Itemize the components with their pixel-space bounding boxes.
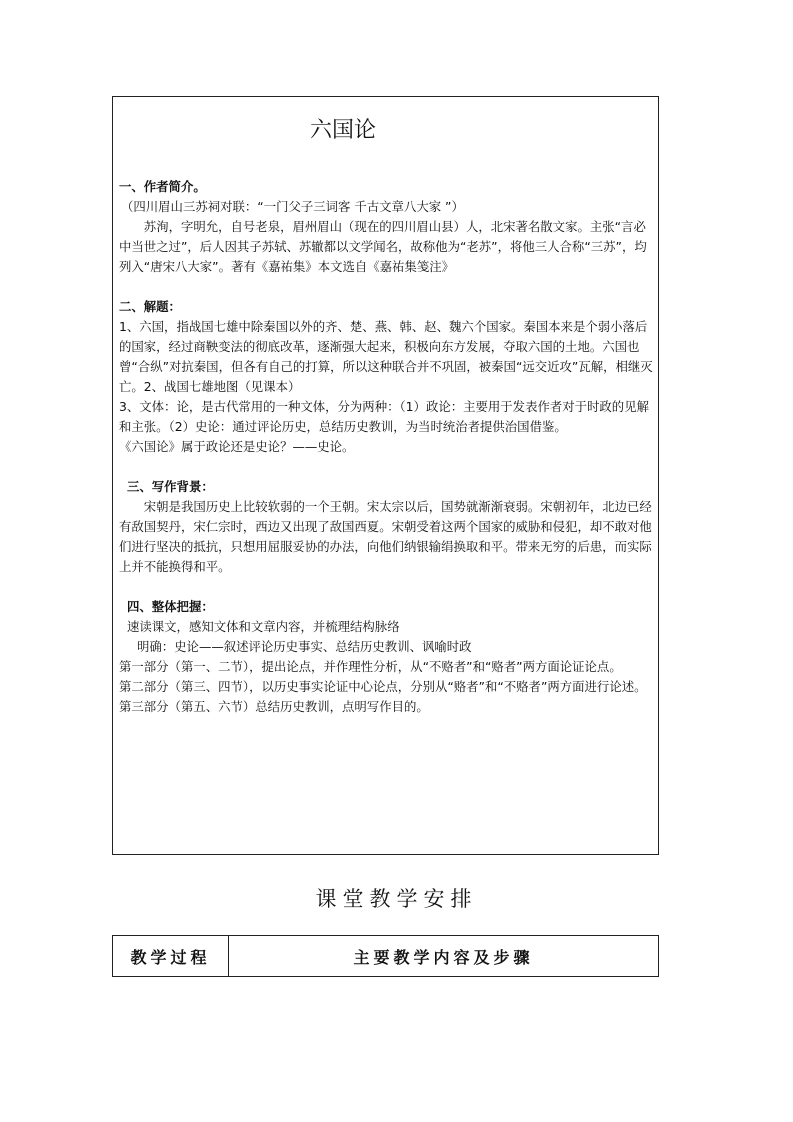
overall-part-1: 第一部分（第一、二节），提出论点，并作理性分析，从“不赂者”和“赂者”两方面论证论点。 [119,659,622,674]
author-paragraph: 苏洵，字明允，自号老泉，眉州眉山（现在的四川眉山县）人，北宋著名散文家。主张“言必中当世之过”，后人因其子苏轼、苏辙都以文学闻名，故称他为“老苏”，将他三人合称“三苏”，均列入“唐宋八大家”。著有《嘉祐集》本文选自《嘉祐集笺注》 [119,219,647,274]
author-couplet: （四川眉山三苏祠对联：“一门父子三词客 千古文章八大家 ”） [121,199,464,214]
jieti-paragraph-1: 1、六国，指战国七雄中除秦国以外的齐、楚、燕、韩、赵、魏六个国家。秦国本来是个弱小落后的国家，经过商鞅变法的彻底改革，逐渐强大起来，积极向东方发展，夺取六国的土地。六国也曾“合纵”对抗秦国，但各有自己的打算，所以这种联合并不巩固，被秦国“远交近攻”瓦解，相继灭亡。2、战国七雄地图（见课本） [119,319,653,394]
spacer [119,577,655,597]
overall-line-2: 明确：史论——叙述评论历史事实、总结历史教训、讽喻时政 [137,639,472,654]
background-heading: 三、写作背景： [127,479,214,494]
classroom-table-header [112,935,659,977]
author-heading: 一、作者简介。 [119,179,206,194]
spacer [119,277,655,297]
doc-title: 六国论 [310,118,377,143]
header-teaching-process: 教学过程 [113,936,229,976]
classroom-title: 课堂教学安排 [315,887,478,911]
overall-line-1: 速读课文，感知文体和文章内容，并梳理结构脉络 [127,619,400,634]
spacer [119,457,655,477]
overall-part-3: 第三部分（第五、六节）总结历史教训，点明写作目的。 [119,699,429,714]
background-paragraph: 宋朝是我国历史上比较软弱的一个王朝。宋太宗以后，国势就渐渐衰弱。宋朝初年，北边已经有敌国契丹，宋仁宗时，西边又出现了敌国西夏。宋朝受着这两个国家的威胁和侵犯，却不敢对他们进行坚决的抵抗，只想用屈服妥协的办法，向他们纳银输绢换取和平。带来无穷的后患，而实际上并不能换得和平。 [119,499,652,574]
intro-box [112,96,659,855]
jieti-paragraph-2: 3、文体：论，是古代常用的一种文体，分为两种：（1）政论：主要用于发表作者对于时政的见解和主张。（2）史论：通过评论历史，总结历史教训，为当时统治者提供治国借鉴。 [119,399,649,434]
jieti-paragraph-3: 《六国论》属于政论还是史论？——史论。 [119,439,355,454]
header-main-content: 主要教学内容及步骤 [353,947,534,967]
overall-part-2: 第二部分（第三、四节），以历史事实论证中心论点，分别从“赂者”和“不赂者”两方面进行论述。 [119,679,647,694]
jieti-heading: 二、解题： [119,299,181,314]
doc-content [119,177,655,717]
overall-heading: 四、整体把握： [127,599,214,614]
